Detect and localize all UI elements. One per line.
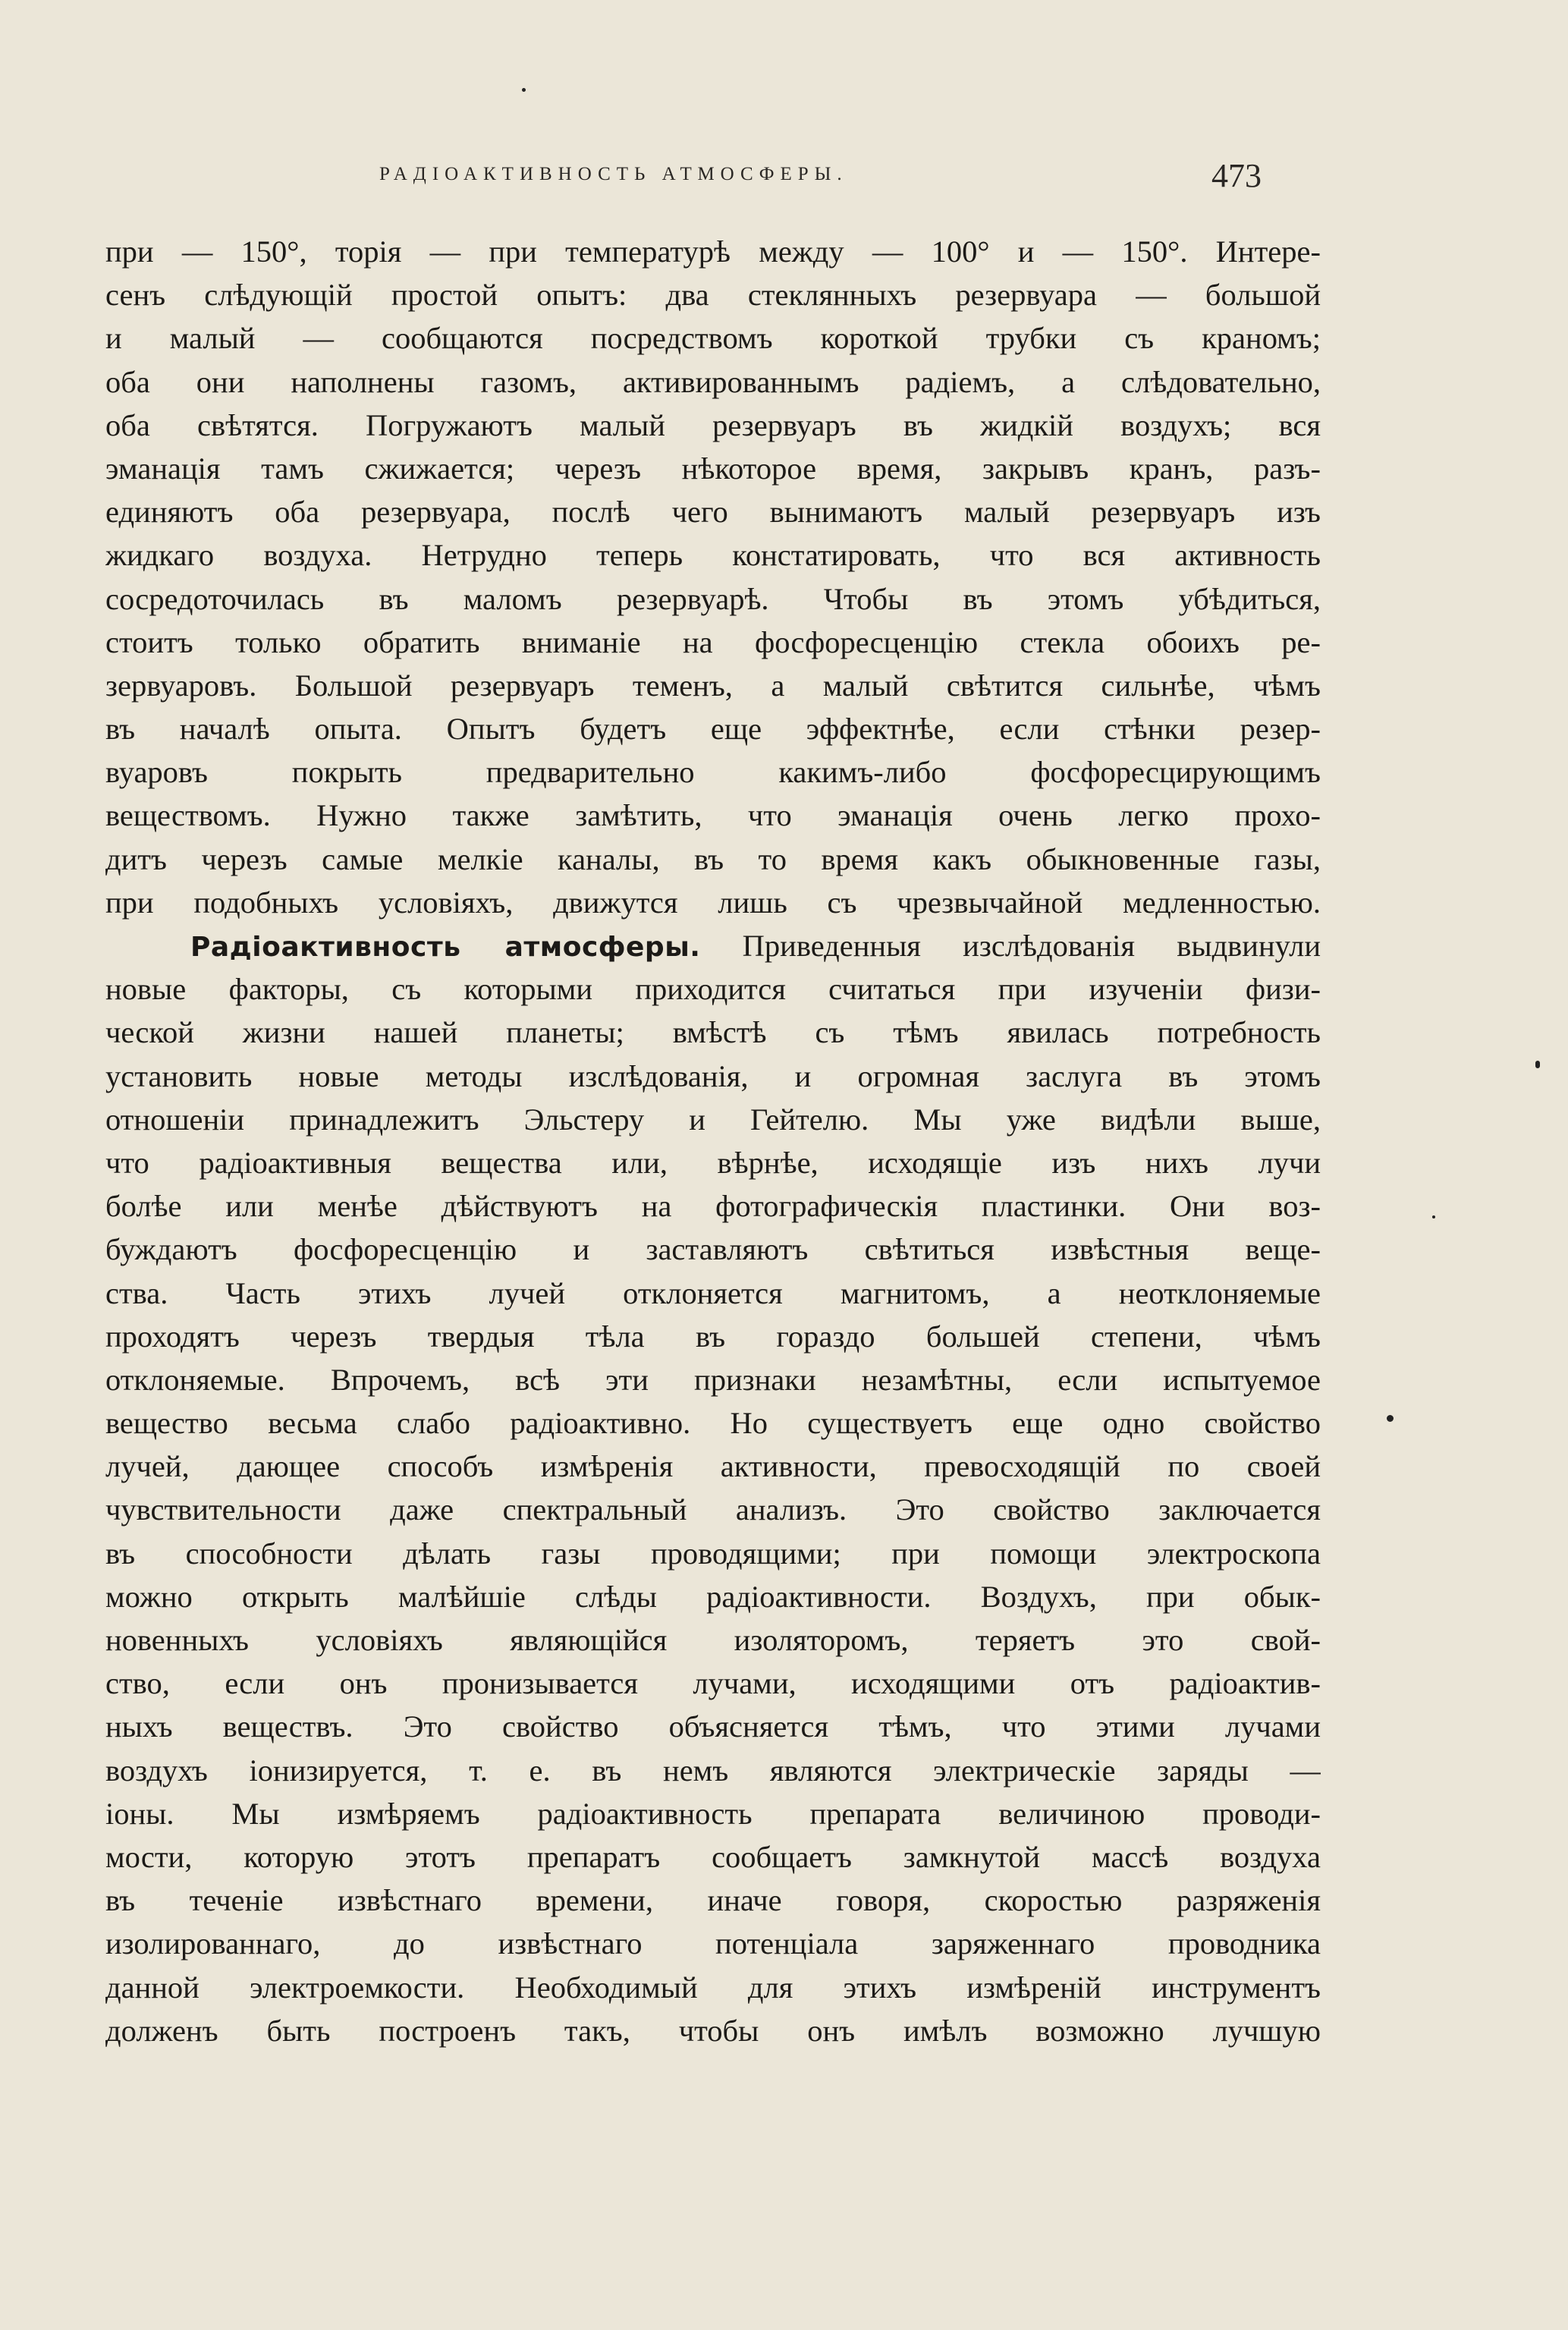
heading-line-text: Приведенныя изслѣдованія выдвинули bbox=[742, 929, 1321, 963]
text-line: и малый — сообщаются посредствомъ короткой трубки съ краномъ; bbox=[105, 321, 1321, 356]
text-line: ныхъ веществъ. Это свойство объясняется тѣмъ, что этими лучами bbox=[105, 1709, 1321, 1744]
text-line-with-heading bbox=[105, 924, 1321, 967]
text-line: стоитъ только обратить вниманіе на фосфоресценцію стекла обоихъ ре- bbox=[105, 624, 1321, 659]
text-line: единяютъ оба резервуара, послѣ чего вынимаютъ малый резервуаръ изъ bbox=[105, 495, 1321, 530]
running-head-title: РАДІОАКТИВНОСТЬ АТМОСФЕРЫ. bbox=[379, 164, 848, 184]
text-line: въ способности дѣлать газы проводящими; при помощи электроскопа bbox=[105, 1536, 1321, 1571]
text-line: дитъ черезъ самые мелкіе каналы, въ то время какъ обыкновенные газы, bbox=[105, 841, 1321, 876]
text-line: оба свѣтятся. Погружаютъ малый резервуаръ въ жидкій воздухъ; вся bbox=[105, 407, 1321, 442]
text-line: при подобныхъ условіяхъ, движутся лишь съ чрезвычайной медленностью. bbox=[105, 885, 1321, 920]
text-line: сенъ слѣдующій простой опытъ: два стеклянныхъ резервуара — большой bbox=[105, 278, 1321, 313]
paper-speck bbox=[1387, 1415, 1394, 1422]
section-heading: Радіоактивность атмосферы. bbox=[190, 932, 701, 963]
text-line: жидкаго воздуха. Нетрудно теперь констатировать, что вся активность bbox=[105, 538, 1321, 573]
text-line: мости, которую этотъ препаратъ сообщаетъ замкнутой массѣ воздуха bbox=[105, 1839, 1321, 1874]
text-line: сосредоточилась въ маломъ резервуарѣ. Чтобы въ этомъ убѣдиться, bbox=[105, 581, 1321, 616]
text-line: отношеніи принадлежитъ Эльстеру и Гейтелю. Мы уже видѣли выше, bbox=[105, 1102, 1321, 1137]
text-line: въ началѣ опыта. Опытъ будетъ еще эффектнѣе, если стѣнки резер- bbox=[105, 712, 1321, 747]
text-line: болѣе или менѣе дѣйствуютъ на фотографическія пластинки. Они воз- bbox=[105, 1189, 1321, 1224]
text-line: зервуаровъ. Большой резервуаръ теменъ, а малый свѣтится сильнѣе, чѣмъ bbox=[105, 668, 1321, 703]
text-line: проходятъ черезъ твердыя тѣла въ гораздо большей степени, чѣмъ bbox=[105, 1319, 1321, 1354]
text-line: отклоняемые. Впрочемъ, всѣ эти признаки незамѣтны, если испытуемое bbox=[105, 1362, 1321, 1397]
text-line: ческой жизни нашей планеты; вмѣстѣ съ тѣмъ явилась потребность bbox=[105, 1015, 1321, 1050]
paragraph-1 bbox=[105, 230, 1321, 924]
text-line: можно открыть малѣйшіе слѣды радіоактивности. Воздухъ, при обык- bbox=[105, 1579, 1321, 1614]
text-line: при — 150°, торія — при температурѣ между — 100° и — 150°. Интере- bbox=[105, 234, 1321, 269]
page-number: 473 bbox=[1211, 157, 1262, 194]
text-line: данной электроемкости. Необходимый для этихъ измѣреній инструментъ bbox=[105, 1970, 1321, 2005]
paper-speck bbox=[522, 88, 526, 92]
paper-speck bbox=[1432, 1215, 1435, 1218]
text-line: веществомъ. Нужно также замѣтить, что эманація очень легко прохо- bbox=[105, 798, 1321, 833]
text-line: новенныхъ условіяхъ являющійся изоляторомъ, теряетъ это свой- bbox=[105, 1623, 1321, 1657]
text-line: ства. Часть этихъ лучей отклоняется магнитомъ, а неотклоняемые bbox=[105, 1275, 1321, 1310]
text-line: вуаровъ покрыть предварительно какимъ-либо фосфоресцирующимъ bbox=[105, 755, 1321, 790]
text-line: буждаютъ фосфоресценцію и заставляютъ свѣтиться извѣстныя веще- bbox=[105, 1232, 1321, 1267]
paragraph-2 bbox=[105, 924, 1321, 2052]
body-text bbox=[105, 230, 1321, 2052]
text-line: іоны. Мы измѣряемъ радіоактивность препарата величиною проводи- bbox=[105, 1796, 1321, 1831]
text-line: что радіоактивныя вещества или, вѣрнѣе, исходящіе изъ нихъ лучи bbox=[105, 1145, 1321, 1180]
text-line: оба они наполнены газомъ, активированнымъ радіемъ, а слѣдовательно, bbox=[105, 364, 1321, 399]
text-line: долженъ быть построенъ такъ, чтобы онъ имѣлъ возможно лучшую bbox=[105, 2013, 1321, 2048]
paper-speck bbox=[1535, 1061, 1540, 1068]
text-line: вещество весьма слабо радіоактивно. Но существуетъ еще одно свойство bbox=[105, 1406, 1321, 1441]
text-line: ство, если онъ пронизывается лучами, исходящими отъ радіоактив- bbox=[105, 1666, 1321, 1701]
text-line: лучей, дающее способъ измѣренія активности, превосходящій по своей bbox=[105, 1449, 1321, 1484]
text-line: въ теченіе извѣстнаго времени, иначе говоря, скоростью разряженія bbox=[105, 1883, 1321, 1918]
text-line: воздухъ іонизируется, т. е. въ немъ являются электрическіе заряды — bbox=[105, 1753, 1321, 1788]
text-line: установить новые методы изслѣдованія, и огромная заслуга въ этомъ bbox=[105, 1058, 1321, 1093]
text-line: эманація тамъ сжижается; черезъ нѣкоторое время, закрывъ кранъ, разъ- bbox=[105, 451, 1321, 486]
text-line: изолированнаго, до извѣстнаго потенціала заряженнаго проводника bbox=[105, 1926, 1321, 1961]
text-line: новые факторы, съ которыми приходится считаться при изученіи физи- bbox=[105, 972, 1321, 1007]
text-line: чувствительности даже спектральный анализъ. Это свойство заключается bbox=[105, 1492, 1321, 1527]
